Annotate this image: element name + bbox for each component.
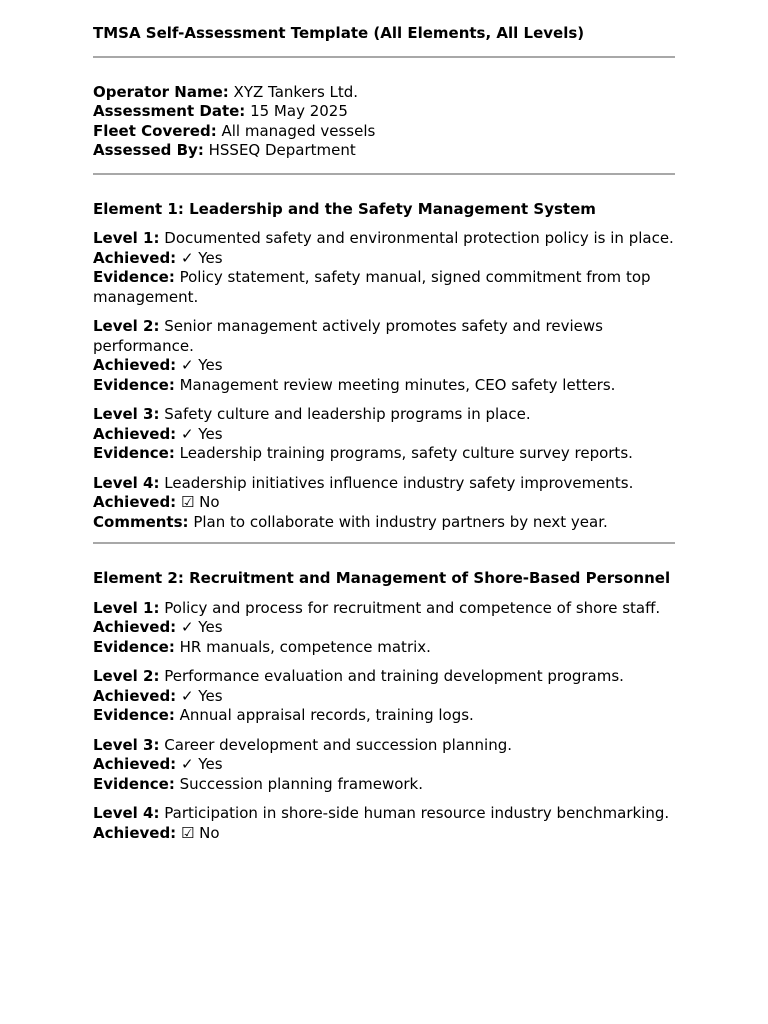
meta-label: Assessment Date: (93, 102, 246, 120)
level-label: Level 2: (93, 317, 160, 335)
level-item (93, 599, 675, 658)
level-label: Level 4: (93, 473, 160, 492)
section-divider (93, 542, 675, 544)
note-text: Succession planning framework. (179, 774, 424, 793)
meta-value: All managed vessels (221, 121, 376, 140)
element-title: Element 1: Leadership and the Safety Management System (93, 199, 596, 218)
level-description (93, 474, 675, 494)
note-label: Evidence: (93, 375, 175, 394)
note-text: Leadership training programs, safety culture survey reports. (179, 444, 633, 462)
note-line (93, 513, 675, 533)
element-title: Element 2: Recruitment and Management of Shore-Based Personnel (93, 569, 671, 587)
level-description (93, 317, 675, 356)
meta-divider (93, 173, 675, 175)
note-label: Evidence: (93, 444, 175, 462)
element-2-section (93, 569, 675, 843)
level-item (93, 317, 675, 395)
level-description (93, 405, 675, 425)
achieved-label: Achieved: (93, 618, 177, 636)
meta-value: HSSEQ Department (208, 141, 356, 159)
achieved-line (93, 687, 675, 707)
meta-value: 15 May 2025 (250, 102, 348, 120)
level-text: Performance evaluation and training development programs. (164, 667, 624, 685)
level-label: Level 4: (93, 804, 160, 822)
meta-label: Assessed By: (93, 141, 204, 159)
meta-operator-name (93, 83, 675, 103)
level-text: Participation in shore-side human resource industry benchmarking. (164, 804, 670, 822)
document-title: TMSA Self-Assessment Template (All Elements, All Levels) (93, 24, 585, 42)
achieved-value: ✓ Yes (180, 686, 223, 705)
level-item (93, 736, 675, 795)
achieved-line (93, 356, 675, 376)
achieved-label: Achieved: (93, 686, 177, 705)
achieved-value: ☑ No (180, 823, 220, 842)
note-line (93, 638, 675, 658)
note-line (93, 706, 675, 726)
achieved-label: Achieved: (93, 755, 177, 773)
level-item (93, 667, 675, 726)
level-item (93, 229, 675, 307)
level-text: Safety culture and leadership programs in place. (164, 405, 531, 423)
note-text: Management review meeting minutes, CEO safety letters. (179, 375, 616, 394)
achieved-value: ✓ Yes (180, 356, 223, 374)
achieved-value: ✓ Yes (180, 755, 223, 773)
level-description (93, 804, 675, 824)
note-text: Annual appraisal records, training logs. (179, 706, 474, 724)
achieved-line (93, 824, 675, 844)
achieved-label: Achieved: (93, 356, 177, 374)
level-label: Level 1: (93, 598, 160, 617)
meta-value: XYZ Tankers Ltd. (233, 82, 359, 101)
level-text: Leadership initiatives influence industry safety improvements. (164, 473, 634, 492)
achieved-line (93, 755, 675, 775)
meta-assessment-date (93, 102, 675, 122)
level-label: Level 3: (93, 405, 160, 423)
meta-fleet-covered (93, 122, 675, 142)
level-description (93, 599, 675, 619)
element-1-section (93, 200, 675, 533)
level-item (93, 405, 675, 464)
note-text: Policy statement, safety manual, signed commitment from top management. (93, 268, 651, 306)
level-label: Level 1: (93, 229, 160, 247)
achieved-line (93, 618, 675, 638)
achieved-line (93, 493, 675, 513)
level-text: Documented safety and environmental protection policy is in place. (164, 229, 674, 247)
note-label: Evidence: (93, 637, 175, 656)
meta-assessed-by (93, 141, 675, 161)
note-line (93, 444, 675, 464)
meta-label: Fleet Covered: (93, 121, 217, 140)
level-item (93, 804, 675, 843)
achieved-value: ✓ Yes (180, 248, 223, 267)
note-line (93, 268, 675, 307)
achieved-label: Achieved: (93, 248, 177, 267)
level-text: Policy and process for recruitment and competence of shore staff. (164, 598, 661, 617)
assessment-meta (93, 83, 675, 161)
achieved-label: Achieved: (93, 493, 177, 511)
level-text: Senior management actively promotes safety and reviews performance. (93, 317, 603, 355)
note-line (93, 775, 675, 795)
note-text: Plan to collaborate with industry partners by next year. (193, 512, 608, 531)
note-label: Evidence: (93, 774, 175, 793)
note-text: HR manuals, competence matrix. (179, 637, 431, 656)
note-label: Evidence: (93, 706, 175, 724)
achieved-value: ☑ No (180, 493, 220, 511)
achieved-line (93, 425, 675, 445)
level-description (93, 229, 675, 249)
achieved-label: Achieved: (93, 823, 177, 842)
level-text: Career development and succession planning. (164, 735, 513, 754)
level-description (93, 667, 675, 687)
level-label: Level 2: (93, 667, 160, 685)
level-item (93, 474, 675, 533)
level-label: Level 3: (93, 735, 160, 754)
achieved-value: ✓ Yes (180, 618, 223, 636)
achieved-label: Achieved: (93, 424, 177, 443)
meta-label: Operator Name: (93, 82, 229, 101)
note-line (93, 376, 675, 396)
title-divider (93, 56, 675, 58)
note-label: Comments: (93, 512, 189, 531)
achieved-value: ✓ Yes (180, 424, 223, 443)
achieved-line (93, 249, 675, 269)
level-description (93, 736, 675, 756)
note-label: Evidence: (93, 268, 175, 286)
